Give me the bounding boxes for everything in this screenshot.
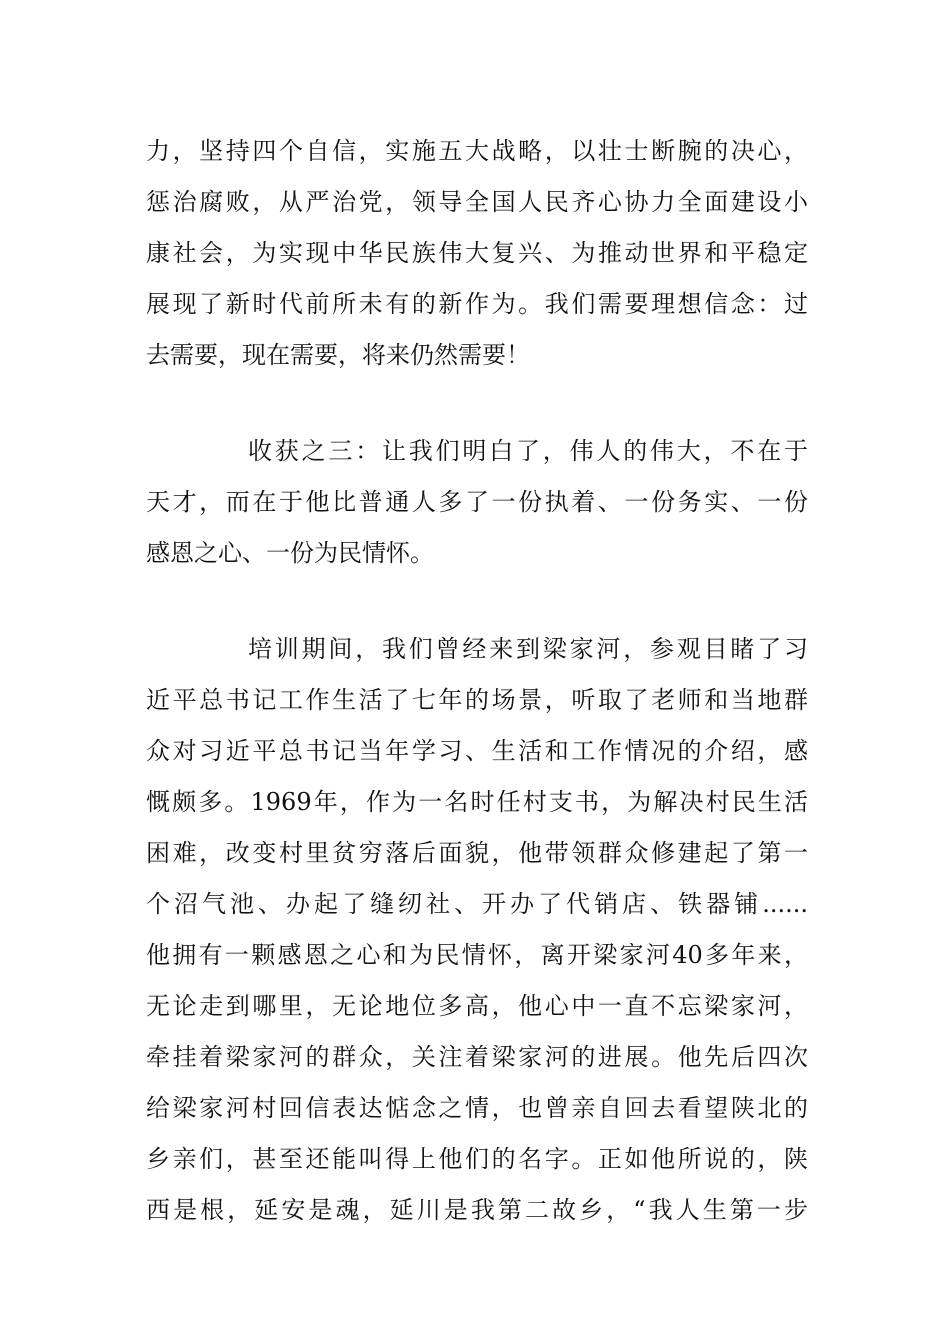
paragraph-harvest-three [146,426,808,579]
paragraph-line: 去需要，现在需要，将来仍然需要！ [146,341,530,369]
paragraph-line: 力，坚持四个自信，实施五大战略，以壮士断腕的决心， [146,137,808,165]
paragraph-line: 他拥有一颗感恩之心和为民情怀，离开梁家河40多年来， [146,941,808,969]
paragraph-line: 感恩之心、一份为民情怀。 [146,539,434,567]
paragraph-line: 惩治腐败，从严治党，领导全国人民齐心协力全面建设小 [146,188,808,216]
paragraph-line: 慨颇多。1969年，作为一名时任村支书，为解决村民生活 [146,788,808,816]
paragraph-line: 个沼气池、办起了缝纫社、开办了代销店、铁器铺...... [146,890,808,918]
paragraph-liangjiahe [146,624,808,1236]
paragraph-line: 乡亲们，甚至还能叫得上他们的名字。正如他所说的，陕 [146,1145,808,1173]
paragraph-line: 收获之三：让我们明白了，伟人的伟大，不在于 [248,437,808,465]
paragraph-line: 困难，改变村里贫穷落后面貌，他带领群众修建起了第一 [146,839,808,867]
paragraph-line: 无论走到哪里，无论地位多高，他心中一直不忘梁家河， [146,992,808,1020]
paragraph-line: 培训期间，我们曾经来到梁家河，参观目睹了习 [248,635,808,663]
paragraph-line: 众对习近平总书记当年学习、生活和工作情况的介绍，感 [146,737,808,765]
paragraph-line: 西是根，延安是魂，延川是我第二故乡，“我人生第一步 [146,1196,808,1224]
paragraph-line: 天才，而在于他比普通人多了一份执着、一份务实、一份 [146,488,808,516]
paragraph-ideals [146,126,808,381]
paragraph-line: 康社会，为实现中华民族伟大复兴、为推动世界和平稳定 [146,239,808,267]
paragraph-line: 给梁家河村回信表达惦念之情，也曾亲自回去看望陕北的 [146,1094,808,1122]
paragraph-line: 展现了新时代前所未有的新作为。我们需要理想信念：过 [146,290,808,318]
paragraph-line: 近平总书记工作生活了七年的场景，听取了老师和当地群 [146,686,808,714]
paragraph-line: 牵挂着梁家河的群众，关注着梁家河的进展。他先后四次 [146,1043,808,1071]
